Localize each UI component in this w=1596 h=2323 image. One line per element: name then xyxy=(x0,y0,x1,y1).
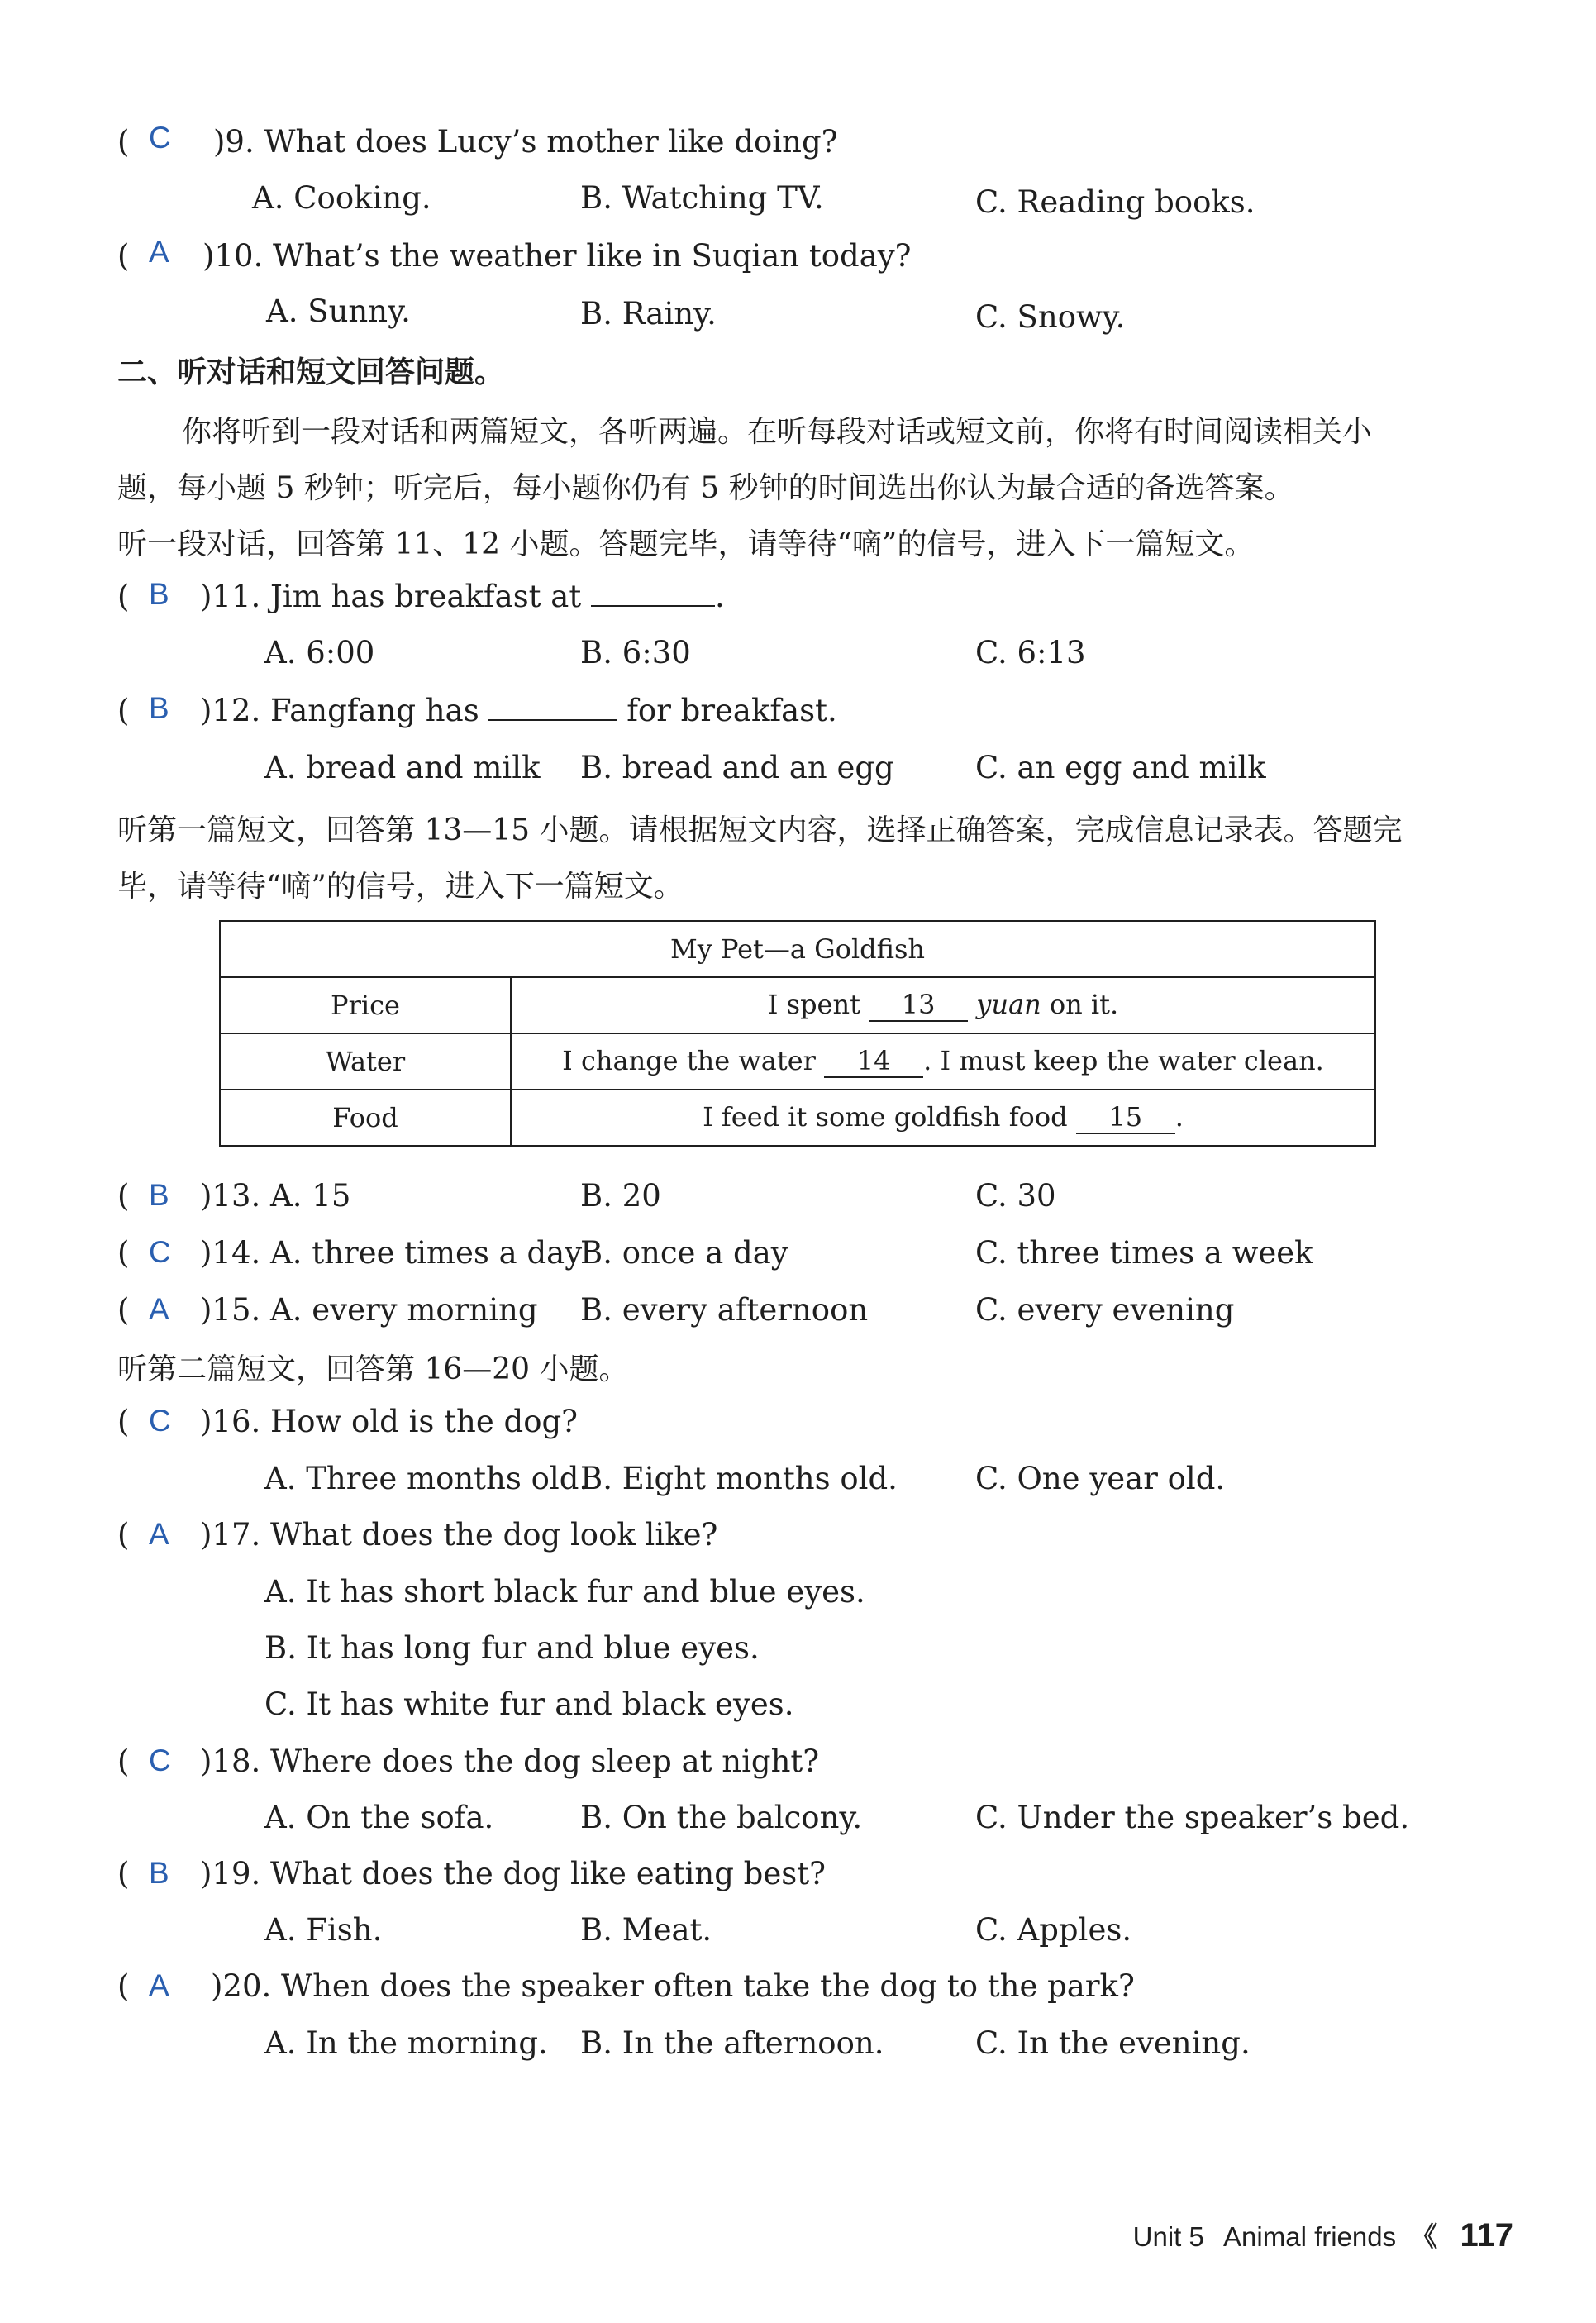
section-heading: 二、听对话和短文回答问题。 xyxy=(117,355,505,389)
answer-11: B xyxy=(149,577,169,611)
option-18a: A. On the sofa. xyxy=(264,1800,494,1835)
question-11-prefix: )11. Jim has breakfast at xyxy=(200,579,582,614)
answer-15: A xyxy=(149,1292,169,1326)
option-19a: A. Fish. xyxy=(264,1912,383,1948)
answer-9: C xyxy=(149,121,171,155)
passage-1-intro-line-1: 听第一篇短文，回答第 13—15 小题。请根据短文内容，选择正确答案，完成信息记录表。答题完 xyxy=(117,813,1403,847)
table-row xyxy=(220,1090,1375,1146)
paren: ( xyxy=(117,1856,130,1891)
blank-number: 14 xyxy=(824,1045,923,1078)
question-19-text: )19. What does the dog like eating best? xyxy=(200,1856,826,1891)
question-18-text: )18. Where does the dog sleep at night? xyxy=(200,1743,820,1779)
option-15c: C. every evening xyxy=(975,1292,1235,1328)
paren: ( xyxy=(117,1743,130,1779)
option-18c: C. Under the speaker’s bed. xyxy=(975,1800,1410,1835)
option-14c: C. three times a week xyxy=(975,1235,1313,1271)
option-20c: C. In the evening. xyxy=(975,2025,1251,2061)
page-footer xyxy=(1133,2216,1513,2254)
double-chevron-left-icon: 《 xyxy=(1410,2221,1438,2252)
table-title-row xyxy=(220,921,1375,977)
option-12a: A. bread and milk xyxy=(264,750,541,785)
paren: ( xyxy=(117,1235,130,1271)
option-10a: A. Sunny. xyxy=(266,293,411,329)
question-10-text: )10. What’s the weather like in Suqian today? xyxy=(202,238,912,274)
option-20a: A. In the morning. xyxy=(264,2025,548,2061)
question-12-suffix: for breakfast. xyxy=(626,693,837,728)
option-9c: C. Reading books. xyxy=(975,184,1255,220)
answer-13: B xyxy=(149,1178,169,1212)
answer-19: B xyxy=(149,1856,169,1890)
option-15b: B. every afternoon xyxy=(580,1292,869,1328)
option-12b: B. bread and an egg xyxy=(580,750,894,785)
paren: ( xyxy=(117,1968,130,2004)
question-12-text xyxy=(200,693,837,728)
answer-20: A xyxy=(149,1968,169,2002)
question-14-text: )14. A. three times a day xyxy=(200,1235,583,1271)
option-11a: A. 6:00 xyxy=(264,635,375,670)
option-9a: A. Cooking. xyxy=(252,180,431,216)
unit-title: Animal friends xyxy=(1223,2221,1397,2252)
option-11b: B. 6:30 xyxy=(580,635,691,670)
option-20b: B. In the afternoon. xyxy=(580,2025,884,2061)
option-13c: C. 30 xyxy=(975,1178,1056,1214)
table-title: My Pet—a Goldfish xyxy=(220,921,1375,977)
question-16-text: )16. How old is the dog? xyxy=(200,1404,578,1439)
dialog-intro: 听一段对话，回答第 11、12 小题。答题完毕，请等待“嘀”的信号，进入下一篇短文。 xyxy=(117,527,1255,561)
answer-blank xyxy=(591,580,715,607)
row-text: I spent xyxy=(767,989,860,1020)
option-17c: C. It has white fur and black eyes. xyxy=(264,1686,794,1722)
option-12c: C. an egg and milk xyxy=(975,750,1266,785)
option-17a: A. It has short black fur and blue eyes. xyxy=(264,1574,865,1610)
row-text: I change the water xyxy=(562,1045,816,1076)
option-19c: C. Apples. xyxy=(975,1912,1132,1948)
question-9-text: )9. What does Lucy’s mother like doing? xyxy=(213,124,838,160)
option-10c: C. Snowy. xyxy=(975,299,1126,335)
paren: ( xyxy=(117,693,130,728)
page-number: 117 xyxy=(1460,2217,1513,2254)
paren: ( xyxy=(117,124,130,160)
option-9b: B. Watching TV. xyxy=(580,180,824,216)
paren: ( xyxy=(117,238,130,274)
paren: ( xyxy=(117,1517,130,1553)
table-row xyxy=(220,977,1375,1033)
row-content xyxy=(511,977,1375,1033)
table-row xyxy=(220,1033,1375,1090)
question-12-prefix: )12. Fangfang has xyxy=(200,693,479,728)
option-16c: C. One year old. xyxy=(975,1461,1226,1496)
row-label: Food xyxy=(220,1090,511,1146)
passage-2-intro: 听第二篇短文，回答第 16—20 小题。 xyxy=(117,1352,629,1386)
question-11-suffix: . xyxy=(715,579,725,614)
blank-number: 15 xyxy=(1076,1101,1175,1134)
answer-16: C xyxy=(149,1404,171,1438)
question-13-text: )13. A. 15 xyxy=(200,1178,351,1214)
option-18b: B. On the balcony. xyxy=(580,1800,863,1835)
answer-14: C xyxy=(149,1235,171,1269)
question-15-text: )15. A. every morning xyxy=(200,1292,538,1328)
row-text-italic: yuan xyxy=(976,989,1041,1020)
row-text: . I must keep the water clean. xyxy=(923,1045,1324,1076)
option-11c: C. 6:13 xyxy=(975,635,1086,670)
option-16a: A. Three months old. xyxy=(264,1461,589,1496)
answer-12: B xyxy=(149,691,169,725)
paren: ( xyxy=(117,1404,130,1439)
question-17-text: )17. What does the dog look like? xyxy=(200,1517,718,1553)
passage-1-intro-line-2: 毕，请等待“嘀”的信号，进入下一篇短文。 xyxy=(117,870,684,904)
blank-number: 13 xyxy=(869,989,968,1022)
option-10b: B. Rainy. xyxy=(580,296,717,332)
option-14b: B. once a day xyxy=(580,1235,788,1271)
row-text: I feed it some goldfish food xyxy=(703,1101,1068,1133)
answer-blank xyxy=(488,694,617,721)
paren: ( xyxy=(117,1178,130,1214)
question-11-text xyxy=(200,579,725,614)
row-label: Water xyxy=(220,1033,511,1090)
option-19b: B. Meat. xyxy=(580,1912,712,1948)
answer-18: C xyxy=(149,1743,171,1777)
paren: ( xyxy=(117,1292,130,1328)
unit-label: Unit 5 xyxy=(1132,2221,1204,2252)
option-17b: B. It has long fur and blue eyes. xyxy=(264,1630,760,1666)
row-content xyxy=(511,1033,1375,1090)
row-text: . xyxy=(1174,1101,1184,1133)
row-label: Price xyxy=(220,977,511,1033)
option-16b: B. Eight months old. xyxy=(580,1461,898,1496)
answer-17: A xyxy=(149,1517,169,1551)
paren: ( xyxy=(117,579,130,614)
answer-10: A xyxy=(149,235,169,269)
row-text: on it. xyxy=(1049,989,1119,1020)
instructions-line-2: 题，每小题 5 秒钟；听完后，每小题你仍有 5 秒钟的时间选出你认为最合适的备选答案。 xyxy=(117,471,1294,505)
instructions-line-1: 你将听到一段对话和两篇短文，各听两遍。在听每段对话或短文前，你将有时间阅读相关小 xyxy=(182,415,1373,449)
row-content xyxy=(511,1090,1375,1146)
option-13b: B. 20 xyxy=(580,1178,661,1214)
question-20-text: )20. When does the speaker often take the dog to the park? xyxy=(211,1968,1135,2004)
info-table xyxy=(219,920,1376,1147)
